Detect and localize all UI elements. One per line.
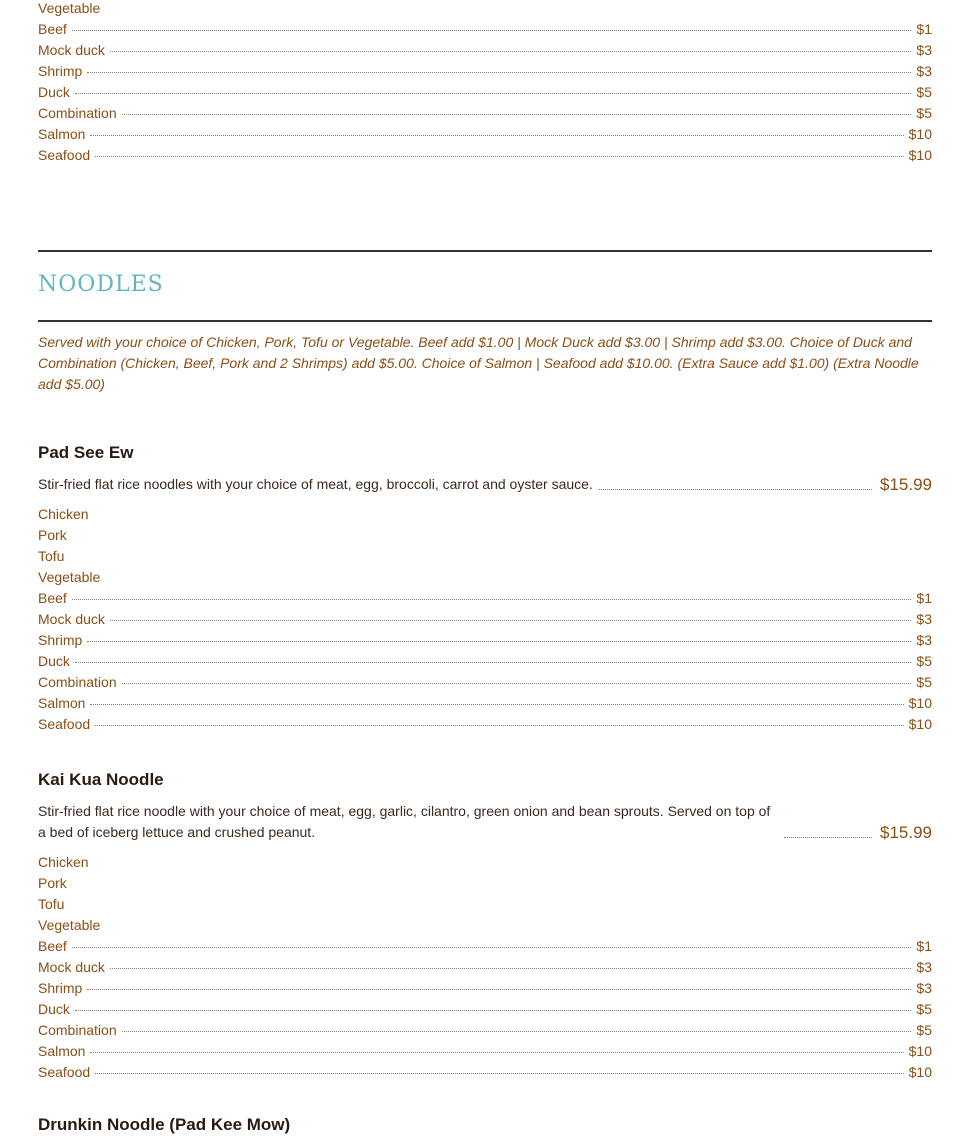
dot-leader [95, 724, 903, 726]
option-row [38, 852, 932, 873]
option-price: $5 [916, 105, 932, 121]
option-label: Duck [38, 653, 70, 669]
option-row [38, 672, 932, 693]
dish-name: Kai Kua Noodle [38, 770, 164, 789]
option-row [38, 714, 932, 735]
dot-leader [110, 619, 912, 621]
option-price: $5 [916, 653, 932, 669]
option-price: $10 [908, 695, 932, 711]
menu-item [38, 442, 932, 735]
option-row [38, 693, 932, 714]
dot-leader [90, 134, 903, 136]
option-row [38, 82, 932, 103]
option-row [38, 588, 932, 609]
option-row [38, 651, 932, 672]
option-price: $1 [916, 21, 932, 37]
option-price: $1 [916, 590, 932, 606]
option-price: $3 [916, 959, 932, 975]
section-title: NOODLES [38, 272, 164, 297]
section-description: Served with your choice of Chicken, Pork, Tofu or Vegetable. Beef add $1.00 | Mock Duck add $3.00 | Shrimp add $3.00. Choice of Duck and Combination (Chicken, Beef, Pork and 2 Shrimps) add $5.00. Choice of Salmon | Seafood add $10.00. (Extra Sauce add $1.00) (Extra Noodle add $5.00) [38, 334, 919, 392]
option-price: $1 [916, 938, 932, 954]
option-price: $10 [908, 1043, 932, 1059]
option-row [38, 103, 932, 124]
section-top-rule [38, 250, 932, 252]
option-price: $3 [916, 63, 932, 79]
previous-dish-options [38, 0, 932, 166]
dot-leader [72, 598, 912, 600]
option-price: $3 [916, 632, 932, 648]
option-price: $10 [908, 716, 932, 732]
option-label: Mock duck [38, 42, 105, 58]
option-label: Chicken [38, 854, 89, 870]
dot-leader [122, 113, 912, 115]
option-price: $3 [916, 611, 932, 627]
option-label: Tofu [38, 548, 65, 564]
option-price: $3 [916, 42, 932, 58]
dish-description: Stir-fried flat rice noodle with your choice of meat, egg, garlic, cilantro, green onion and bean sprouts. Served on top of a bed of iceberg lettuce and crushed peanut. [38, 803, 771, 840]
dot-leader [72, 946, 912, 948]
option-row [38, 1041, 932, 1062]
option-list [38, 852, 932, 1083]
dish-price: $15.99 [880, 475, 932, 494]
option-label: Seafood [38, 147, 91, 163]
dot-leader [87, 988, 911, 990]
option-label: Combination [38, 105, 117, 121]
dot-leader [110, 50, 912, 52]
dot-leader [75, 1009, 912, 1011]
option-label: Beef [38, 590, 67, 606]
dot-leader [784, 836, 872, 838]
option-list [38, 504, 932, 735]
option-row [38, 999, 932, 1020]
dish-description-line [38, 801, 932, 843]
option-row [38, 630, 932, 651]
option-row [38, 124, 932, 145]
option-label: Salmon [38, 126, 86, 142]
dot-leader [90, 1051, 903, 1053]
option-label: Duck [38, 84, 70, 100]
option-label: Vegetable [38, 0, 101, 16]
option-label: Shrimp [38, 63, 83, 79]
option-row [38, 1020, 932, 1041]
option-label: Vegetable [38, 917, 101, 933]
option-label: Tofu [38, 896, 65, 912]
option-row [38, 546, 932, 567]
dish-name: Drunkin Noodle (Pad Kee Mow) [38, 1115, 291, 1134]
dot-leader [75, 661, 912, 663]
dot-leader [87, 71, 911, 73]
option-row [38, 894, 932, 915]
option-label: Beef [38, 21, 67, 37]
option-label: Shrimp [38, 632, 83, 648]
option-row [38, 0, 932, 19]
dot-leader [95, 155, 903, 157]
dot-leader [75, 92, 912, 94]
option-price: $3 [916, 980, 932, 996]
option-price: $5 [916, 84, 932, 100]
option-label: Seafood [38, 1064, 91, 1080]
dot-leader [599, 488, 872, 490]
option-label: Combination [38, 1022, 117, 1038]
option-label: Salmon [38, 1043, 86, 1059]
option-row [38, 145, 932, 166]
option-row [38, 915, 932, 936]
dot-leader [90, 703, 903, 705]
option-label: Seafood [38, 716, 91, 732]
option-row [38, 567, 932, 588]
option-label: Pork [38, 875, 67, 891]
menu-item [38, 769, 932, 1083]
option-label: Beef [38, 938, 67, 954]
option-label: Salmon [38, 695, 86, 711]
dot-leader [87, 640, 911, 642]
option-row [38, 40, 932, 61]
option-price: $10 [908, 1064, 932, 1080]
option-row [38, 936, 932, 957]
dish-description-line [38, 474, 932, 495]
option-label: Chicken [38, 506, 89, 522]
option-label: Duck [38, 1001, 70, 1017]
option-row [38, 957, 932, 978]
dish-price: $15.99 [880, 823, 932, 842]
dish-name: Pad See Ew [38, 443, 134, 462]
option-price: $5 [916, 674, 932, 690]
dot-leader [72, 29, 912, 31]
option-label: Mock duck [38, 959, 105, 975]
option-row [38, 525, 932, 546]
option-price: $10 [908, 126, 932, 142]
option-label: Mock duck [38, 611, 105, 627]
section-bottom-rule [38, 320, 932, 322]
option-label: Combination [38, 674, 117, 690]
dot-leader [122, 682, 912, 684]
dot-leader [110, 967, 912, 969]
option-row [38, 1062, 932, 1083]
option-price: $10 [908, 147, 932, 163]
option-price: $5 [916, 1022, 932, 1038]
dot-leader [95, 1072, 903, 1074]
option-price: $5 [916, 1001, 932, 1017]
option-row [38, 19, 932, 40]
menu-item [38, 1114, 932, 1136]
option-label: Pork [38, 527, 67, 543]
option-label: Vegetable [38, 569, 101, 585]
option-row [38, 978, 932, 999]
option-row [38, 61, 932, 82]
option-row [38, 609, 932, 630]
option-label: Shrimp [38, 980, 83, 996]
dot-leader [122, 1030, 912, 1032]
dish-description: Stir-fried flat rice noodles with your choice of meat, egg, broccoli, carrot and oyster sauce. [38, 476, 593, 492]
option-row [38, 504, 932, 525]
option-row [38, 873, 932, 894]
